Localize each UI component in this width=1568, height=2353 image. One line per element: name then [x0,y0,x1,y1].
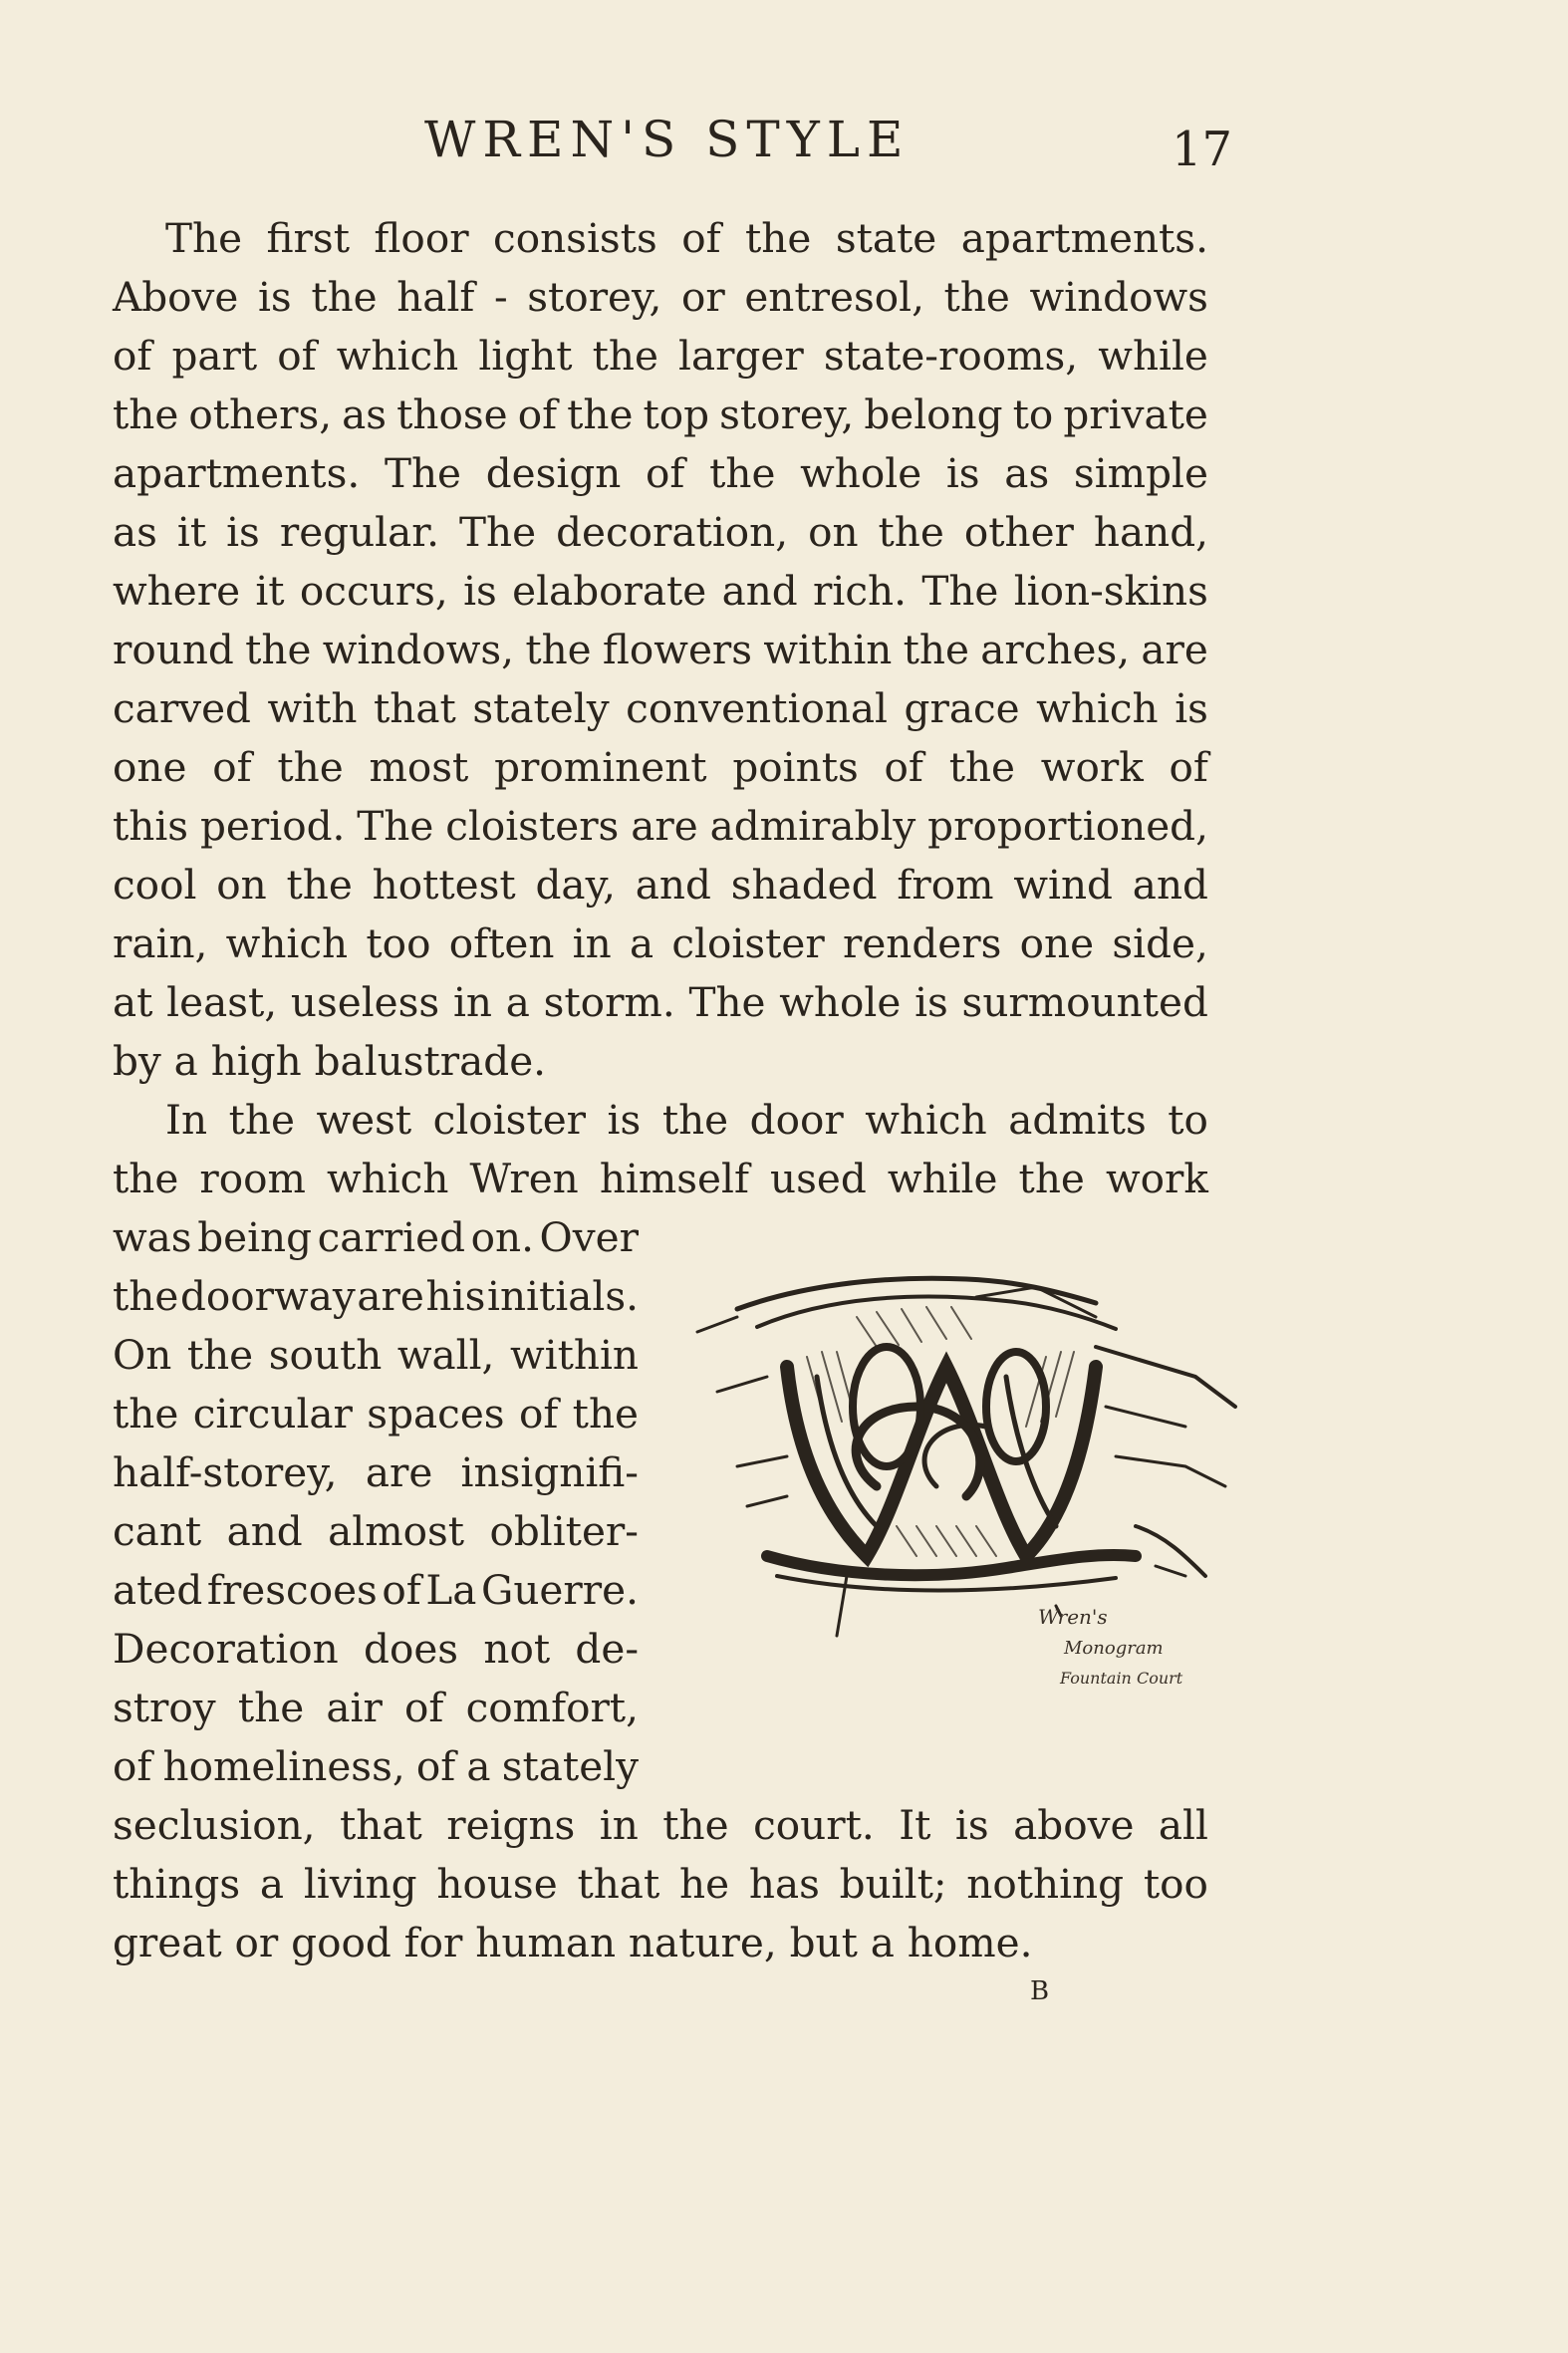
word: a [505,978,530,1026]
body-line [113,1385,639,1442]
word: state-rooms, [823,332,1079,380]
body-line [113,1443,639,1501]
word: reigns [446,1801,576,1849]
body-line [113,268,1208,326]
word: not [483,1625,551,1673]
word: The [688,978,766,1026]
body-line [113,1855,1208,1913]
word: work [1105,1155,1208,1202]
word: admits [1008,1096,1147,1144]
word: the [228,1096,295,1144]
word: Over [539,1213,639,1261]
word: In [165,1096,208,1144]
word: rich. [813,567,907,615]
body-line [113,1620,639,1678]
word: occurs, [299,567,448,615]
word: the [878,508,944,556]
body-line [113,1679,639,1736]
word: most [369,743,469,791]
word: he [679,1860,730,1908]
word: door [749,1096,844,1144]
body-line [113,1267,639,1325]
word: that [577,1860,660,1908]
word: prominent [494,743,707,791]
running-title: WREN'S STYLE [424,111,911,168]
word: conventional [626,684,889,732]
word: it [176,508,207,556]
word: rain, [113,919,208,967]
wren-monogram-illustration [677,1257,1285,1735]
word: whole [779,978,902,1026]
word: the [286,861,353,909]
word: of [646,449,685,497]
word: useless [290,978,440,1026]
word: almost [328,1507,465,1555]
word: wall, [396,1331,495,1379]
word: spaces [367,1390,505,1438]
body-line [113,738,1208,796]
body-line: by a high balustrade. [113,1037,547,1085]
word: being [197,1213,313,1261]
word: is [945,449,980,497]
word: of [681,214,721,262]
signature-mark: B [1030,1976,1054,2006]
word: it [255,567,285,615]
word: of [517,391,558,438]
word: that [374,684,456,732]
word: of [1169,743,1208,791]
word: private [1063,391,1208,438]
word: arches, [980,626,1131,673]
word: Wren [469,1155,579,1202]
word: The [459,508,537,556]
body-line [113,503,1208,561]
word: lion-skins [1013,567,1208,615]
word: initials. [487,1272,639,1320]
word: and [635,861,711,909]
word: often [448,919,555,967]
word: in [452,978,492,1026]
body-line [113,562,1208,620]
word: comfort, [465,1684,639,1731]
word: the [186,1331,254,1379]
word: has [748,1860,820,1908]
word: of [404,1684,444,1731]
word: as [113,508,157,556]
word: simple [1073,449,1208,497]
word: used [770,1155,867,1202]
word: too [1143,1860,1208,1908]
caption-line-2: Monogram [1064,1638,1164,1659]
word: stroy [113,1684,216,1731]
word: state [835,214,937,262]
body-line [113,856,1208,914]
word: was [113,1213,192,1261]
word: La [425,1566,477,1614]
word: period. [199,802,346,850]
word: the [113,1272,179,1320]
body-line [165,1091,1208,1149]
word: the [277,743,344,791]
word: while [1098,332,1208,380]
word: homeliness, [162,1742,405,1790]
word: the [903,626,969,673]
word: other [963,508,1074,556]
word: shaded [730,861,878,909]
word: windows [1029,273,1208,321]
word: - [493,273,508,321]
word: storey, [527,273,662,321]
body-line [113,679,1208,737]
word: cant [113,1507,202,1555]
word: does [364,1625,459,1673]
word: de- [575,1625,639,1673]
word: of [277,332,317,380]
word: cool [113,861,197,909]
word: on. [470,1213,534,1261]
body-line [113,1796,1208,1854]
word: which [326,1155,449,1202]
word: the [948,743,1016,791]
word: room [199,1155,306,1202]
word: that [340,1801,422,1849]
word: seclusion, [113,1801,316,1849]
word: the [113,1390,179,1438]
word: this [113,802,189,850]
word: with [267,684,358,732]
word: wind [1013,861,1113,909]
word: one [1019,919,1095,967]
word: is [1175,684,1208,732]
word: windows, [322,626,515,673]
word: apartments. [960,214,1208,262]
word: hottest [372,861,516,909]
word: of [113,1742,152,1790]
word: a [629,919,654,967]
word: while [887,1155,998,1202]
word: which [865,1096,987,1144]
word: part [171,332,258,380]
word: light [478,332,573,380]
word: a [466,1742,491,1790]
word: the [525,626,592,673]
word: the [311,273,378,321]
word: at [113,978,153,1026]
word: the [245,626,312,673]
word: admirably [709,802,916,850]
word: in [572,919,612,967]
word: all [1158,1801,1208,1849]
word: living [303,1860,417,1908]
word: the [661,1096,729,1144]
word: is [915,978,948,1026]
word: storm. [543,978,675,1026]
word: points [732,743,859,791]
word: above [1013,1801,1135,1849]
word: house [436,1860,558,1908]
word: which [225,919,349,967]
body-line [113,1561,639,1619]
word: within [763,626,893,673]
word: others, [188,391,333,438]
word: carved [113,684,251,732]
monogram-engraving [697,1278,1235,1636]
word: stately [501,1742,639,1790]
word: Guerre. [480,1566,639,1614]
word: insignifi- [460,1448,639,1496]
word: are [357,1272,424,1320]
word: which [1036,684,1159,732]
word: as [1004,449,1050,497]
word: design [485,449,622,497]
word: one [113,743,187,791]
word: nothing [966,1860,1125,1908]
word: day, [535,861,616,909]
word: his [425,1272,486,1320]
body-line [113,1737,639,1795]
word: is [257,273,292,321]
word: On [113,1331,172,1379]
word: regular. [279,508,440,556]
word: the [113,391,179,438]
word: hand, [1093,508,1208,556]
word: The [384,449,462,497]
word: side, [1112,919,1208,967]
word: the [592,332,658,380]
word: least, [166,978,278,1026]
word: The [921,567,999,615]
word: half [396,273,475,321]
word: obliter- [489,1507,639,1555]
word: ated [113,1566,203,1614]
word: as [342,391,388,438]
word: of [382,1566,421,1614]
word: is [463,567,497,615]
word: the [943,273,1010,321]
word: from [897,861,994,909]
page-number: 17 [1172,122,1233,177]
word: is [954,1801,989,1849]
word: west [316,1096,412,1144]
word: frescoes [206,1566,378,1614]
word: It [899,1801,931,1849]
caption-line-1: Wren's [1038,1605,1108,1629]
word: the [662,1801,729,1849]
word: decoration, [556,508,789,556]
word: of [518,1390,559,1438]
body-line [113,1208,639,1266]
word: himself [599,1155,749,1202]
word: or [680,273,725,321]
word: the [709,449,776,497]
word: first [266,214,350,262]
caption-line-3: Fountain Court [1060,1669,1183,1688]
word: half-storey, [113,1448,338,1496]
word: carried [317,1213,466,1261]
word: The [357,802,434,850]
word: air [326,1684,383,1731]
body-line [113,327,1208,385]
word: of [113,332,152,380]
word: is [226,508,260,556]
word: of [212,743,252,791]
word: of [884,743,923,791]
word: those [396,391,508,438]
body-line [113,1326,639,1384]
word: where [113,567,241,615]
word: Decoration [113,1625,339,1673]
word: court. [753,1801,875,1849]
word: within [509,1331,639,1379]
word: are [631,802,698,850]
word: are [365,1448,433,1496]
word: elaborate [512,567,707,615]
body-line [113,444,1208,502]
word: The [165,214,243,262]
word: larger [678,332,804,380]
word: and [1132,861,1208,909]
monogram-caption [1038,1605,1183,1688]
body-line: great or good for human nature, but a home. [113,1919,1033,1966]
word: the [745,214,812,262]
word: floor [374,214,469,262]
word: cloister [432,1096,587,1144]
word: built; [839,1860,947,1908]
word: which [336,332,459,380]
word: Above [113,273,239,321]
word: the [113,1155,179,1202]
word: the [237,1684,305,1731]
word: surmounted [961,978,1208,1026]
word: belong [864,391,1003,438]
word: renders [842,919,1002,967]
word: south [268,1331,383,1379]
word: proportioned, [927,802,1208,850]
word: on [808,508,859,556]
word: and [721,567,798,615]
word: storey, [719,391,855,438]
body-line [113,621,1208,678]
word: are [1141,626,1208,673]
word: whole [800,449,922,497]
word: stately [472,684,610,732]
word: flowers [602,626,753,673]
body-line [113,915,1208,972]
word: cloisters [445,802,620,850]
word: doorway [179,1272,356,1320]
word: of [415,1742,456,1790]
word: grace [904,684,1020,732]
word: to [1012,391,1054,438]
word: cloister [671,919,825,967]
body-line [165,209,1208,267]
word: circular [192,1390,353,1438]
body-line [113,1150,1208,1207]
word: in [599,1801,639,1849]
body-line [113,386,1208,443]
body-line [113,797,1208,855]
word: to [1168,1096,1208,1144]
word: consists [493,214,657,262]
word: work [1040,743,1144,791]
word: top [643,391,710,438]
body-line [113,1502,639,1560]
word: round [113,626,234,673]
word: the [572,1390,639,1438]
word: a [259,1860,285,1908]
word: is [607,1096,642,1144]
word: the [1018,1155,1085,1202]
word: the [567,391,634,438]
body-line [113,973,1208,1031]
word: apartments. [113,449,361,497]
word: too [366,919,431,967]
word: and [226,1507,303,1555]
word: things [113,1860,241,1908]
word: on [216,861,267,909]
word: entresol, [744,273,924,321]
